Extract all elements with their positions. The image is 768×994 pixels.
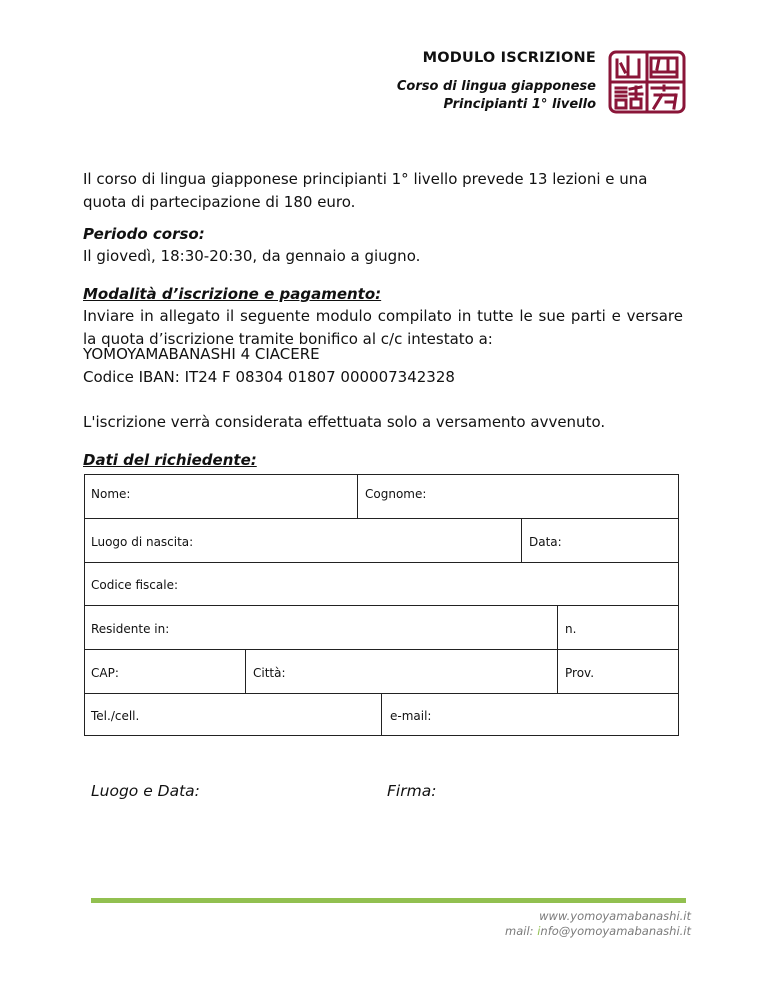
intro-paragraph: Il corso di lingua giapponese principianti 1° livello prevede 13 lezioni e una quota di partecipazione di 180 euro. — [83, 170, 648, 211]
footer-website[interactable]: www.yomoyamabanashi.it — [539, 909, 691, 923]
payment-note: L'iscrizione verrà considerata effettuata solo a versamento avvenuto. — [83, 413, 606, 431]
level-subtitle: Principianti 1° livello — [443, 97, 596, 112]
telefono-field[interactable]: Tel./cell. — [91, 709, 140, 723]
form-heading: Dati del richiedente: — [83, 451, 257, 469]
periodo-text: Il giovedì, 18:30-20:30, da gennaio a giugno. — [83, 247, 421, 265]
provincia-field[interactable]: Prov. — [565, 666, 595, 680]
form-title: MODULO ISCRIZIONE — [422, 50, 596, 66]
applicant-form — [84, 474, 679, 736]
email-field[interactable]: e-mail: — [390, 709, 432, 723]
residente-field[interactable]: Residente in: — [91, 622, 170, 636]
footer-divider — [91, 898, 686, 903]
data-nascita-field[interactable]: Data: — [529, 535, 562, 549]
periodo-heading: Periodo corso: — [83, 225, 205, 243]
luogo-nascita-field[interactable]: Luogo di nascita: — [91, 535, 194, 549]
firma-label: Firma: — [387, 782, 437, 800]
numero-civico-field[interactable]: n. — [565, 622, 577, 636]
cognome-field[interactable]: Cognome: — [365, 487, 427, 501]
course-subtitle: Corso di lingua giapponese — [396, 79, 596, 94]
account-holder: YOMOYAMABANASHI 4 CIACERE — [83, 345, 320, 363]
cap-field[interactable]: CAP: — [91, 666, 119, 680]
modalita-heading: Modalità d’iscrizione e pagamento: — [83, 285, 382, 303]
iban: Codice IBAN: IT24 F 08304 01807 000007342328 — [83, 368, 455, 386]
codice-fiscale-field[interactable]: Codice fiscale: — [91, 578, 178, 592]
luogo-data-label: Luogo e Data: — [91, 782, 200, 800]
citta-field[interactable]: Città: — [253, 666, 286, 680]
footer-email[interactable]: mail: info@yomoyamabanashi.it — [505, 924, 691, 938]
seal-logo — [608, 50, 686, 114]
modalita-text: Inviare in allegato il seguente modulo compilato in tutte le sue parti e versare la quota d’iscrizione tramite bonifico al c/c intestato a: — [83, 307, 683, 348]
nome-field[interactable]: Nome: — [91, 487, 131, 501]
